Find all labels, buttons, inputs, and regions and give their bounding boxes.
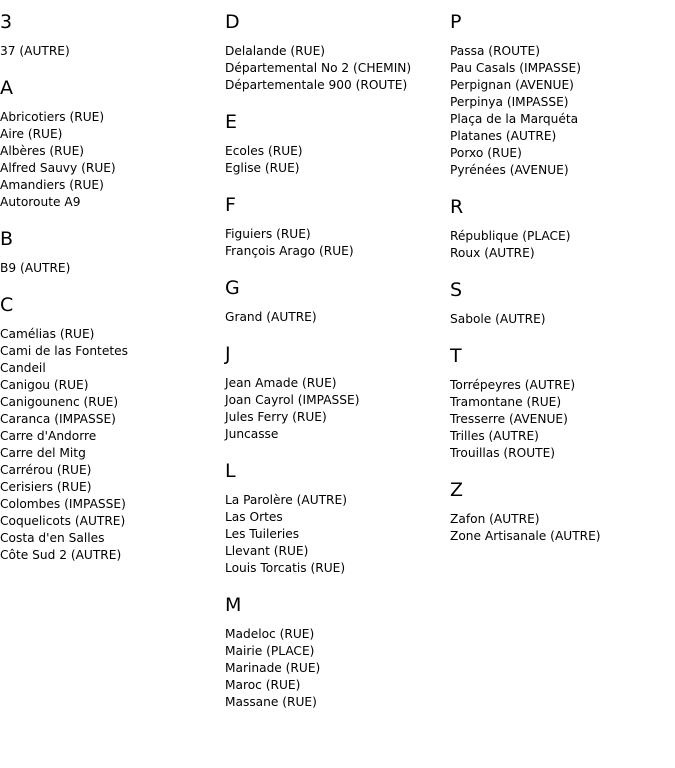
letter-group — [225, 459, 445, 577]
letter-heading: G — [225, 277, 240, 299]
street-link[interactable]: Zafon (AUTRE) — [450, 512, 540, 526]
letter-heading: F — [225, 194, 236, 216]
street-link[interactable]: Massane (RUE) — [225, 695, 317, 709]
letter-group — [225, 342, 445, 443]
street-link[interactable]: Marinade (RUE) — [225, 661, 321, 675]
letter-heading: J — [225, 343, 231, 365]
street-link[interactable]: Caranca (IMPASSE) — [0, 412, 116, 426]
street-link[interactable]: Jules Ferry (RUE) — [225, 410, 327, 424]
street-link[interactable]: Figuiers (RUE) — [225, 227, 311, 241]
street-link[interactable]: Alfred Sauvy (RUE) — [0, 161, 116, 175]
street-link[interactable]: Porxo (RUE) — [450, 146, 522, 160]
street-link[interactable]: Autoroute A9 — [0, 195, 81, 209]
street-link[interactable]: Aire (RUE) — [0, 127, 63, 141]
street-link[interactable]: Coquelicots (AUTRE) — [0, 514, 126, 528]
street-link[interactable]: Juncasse — [225, 427, 279, 441]
street-link[interactable]: Carre d'Andorre — [0, 429, 97, 443]
street-index-column-2 — [225, 10, 445, 727]
street-link[interactable]: Abricotiers (RUE) — [0, 110, 105, 124]
street-link[interactable]: Mairie (PLACE) — [225, 644, 315, 658]
street-link[interactable]: Pyrénées (AVENUE) — [450, 163, 569, 177]
street-link[interactable]: Côte Sud 2 (AUTRE) — [0, 548, 122, 562]
street-link[interactable]: Cerisiers (RUE) — [0, 480, 92, 494]
street-link[interactable]: 37 (AUTRE) — [0, 44, 70, 58]
street-link[interactable]: Départementale 900 (ROUTE) — [225, 78, 408, 92]
street-link[interactable]: Roux (AUTRE) — [450, 246, 535, 260]
street-link[interactable]: Costa d'en Salles — [0, 531, 105, 545]
letter-group — [450, 195, 670, 262]
letter-group — [225, 193, 445, 260]
street-link[interactable]: Eglise (RUE) — [225, 161, 300, 175]
street-link[interactable]: Jean Amade (RUE) — [225, 376, 337, 390]
letter-group — [225, 110, 445, 177]
street-link[interactable]: Perpignan (AVENUE) — [450, 78, 574, 92]
street-link[interactable]: Joan Cayrol (IMPASSE) — [225, 393, 360, 407]
letter-heading: T — [450, 345, 462, 367]
street-link[interactable]: Albères (RUE) — [0, 144, 85, 158]
street-link[interactable]: La Parolère (AUTRE) — [225, 493, 347, 507]
street-link[interactable]: Cami de las Fontetes — [0, 344, 128, 358]
letter-heading: Z — [450, 479, 464, 501]
street-index-column-3 — [450, 10, 670, 561]
letter-group — [0, 76, 220, 211]
street-link[interactable]: Louis Torcatis (RUE) — [225, 561, 346, 575]
street-link[interactable]: B9 (AUTRE) — [0, 261, 71, 275]
letter-group — [0, 293, 220, 564]
letter-group — [225, 593, 445, 711]
street-link[interactable]: Pau Casals (IMPASSE) — [450, 61, 581, 75]
letter-heading: C — [0, 294, 14, 316]
street-link[interactable]: Perpinya (IMPASSE) — [450, 95, 569, 109]
letter-group — [450, 344, 670, 462]
street-link[interactable]: Passa (ROUTE) — [450, 44, 540, 58]
letter-heading: L — [225, 460, 236, 482]
letter-heading: B — [0, 228, 14, 250]
street-link[interactable]: Maroc (RUE) — [225, 678, 301, 692]
street-link[interactable]: François Arago (RUE) — [225, 244, 354, 258]
letter-group — [450, 478, 670, 545]
street-link[interactable]: République (PLACE) — [450, 229, 571, 243]
letter-group — [0, 227, 220, 277]
letter-group — [450, 278, 670, 328]
letter-heading: P — [450, 11, 462, 33]
letter-group — [225, 276, 445, 326]
street-link[interactable]: Plaça de la Marquéta — [450, 112, 579, 126]
street-link[interactable]: Candeil — [0, 361, 46, 375]
letter-heading: M — [225, 594, 242, 616]
street-link[interactable]: Trouillas (ROUTE) — [450, 446, 556, 460]
street-link[interactable]: Llevant (RUE) — [225, 544, 309, 558]
street-link[interactable]: Départemental No 2 (CHEMIN) — [225, 61, 412, 75]
street-link[interactable]: Torrépeyres (AUTRE) — [450, 378, 576, 392]
street-link[interactable]: Les Tuileries — [225, 527, 300, 541]
street-link[interactable]: Madeloc (RUE) — [225, 627, 315, 641]
letter-heading: A — [0, 77, 13, 99]
street-link[interactable]: Zone Artisanale (AUTRE) — [450, 529, 601, 543]
street-link[interactable]: Tramontane (RUE) — [450, 395, 562, 409]
street-link[interactable]: Delalande (RUE) — [225, 44, 326, 58]
letter-heading: D — [225, 11, 240, 33]
street-link[interactable]: Camélias (RUE) — [0, 327, 95, 341]
street-link[interactable]: Canigounenc (RUE) — [0, 395, 119, 409]
letter-group — [0, 10, 220, 60]
street-link[interactable]: Carrérou (RUE) — [0, 463, 92, 477]
street-link[interactable]: Las Ortes — [225, 510, 283, 524]
letter-group — [450, 10, 670, 179]
street-link[interactable]: Colombes (IMPASSE) — [0, 497, 126, 511]
street-link[interactable]: Trilles (AUTRE) — [450, 429, 539, 443]
street-index-column-1 — [0, 10, 220, 580]
street-link[interactable]: Ecoles (RUE) — [225, 144, 303, 158]
letter-group — [225, 10, 445, 94]
street-link[interactable]: Canigou (RUE) — [0, 378, 89, 392]
letter-heading: E — [225, 111, 238, 133]
street-link[interactable]: Tresserre (AVENUE) — [450, 412, 568, 426]
letter-heading: R — [450, 196, 464, 218]
street-link[interactable]: Grand (AUTRE) — [225, 310, 317, 324]
letter-heading: S — [450, 279, 463, 301]
street-link[interactable]: Platanes (AUTRE) — [450, 129, 557, 143]
street-link[interactable]: Amandiers (RUE) — [0, 178, 104, 192]
letter-heading: 3 — [0, 11, 13, 33]
street-link[interactable]: Carre del Mitg — [0, 446, 86, 460]
street-link[interactable]: Sabole (AUTRE) — [450, 312, 546, 326]
